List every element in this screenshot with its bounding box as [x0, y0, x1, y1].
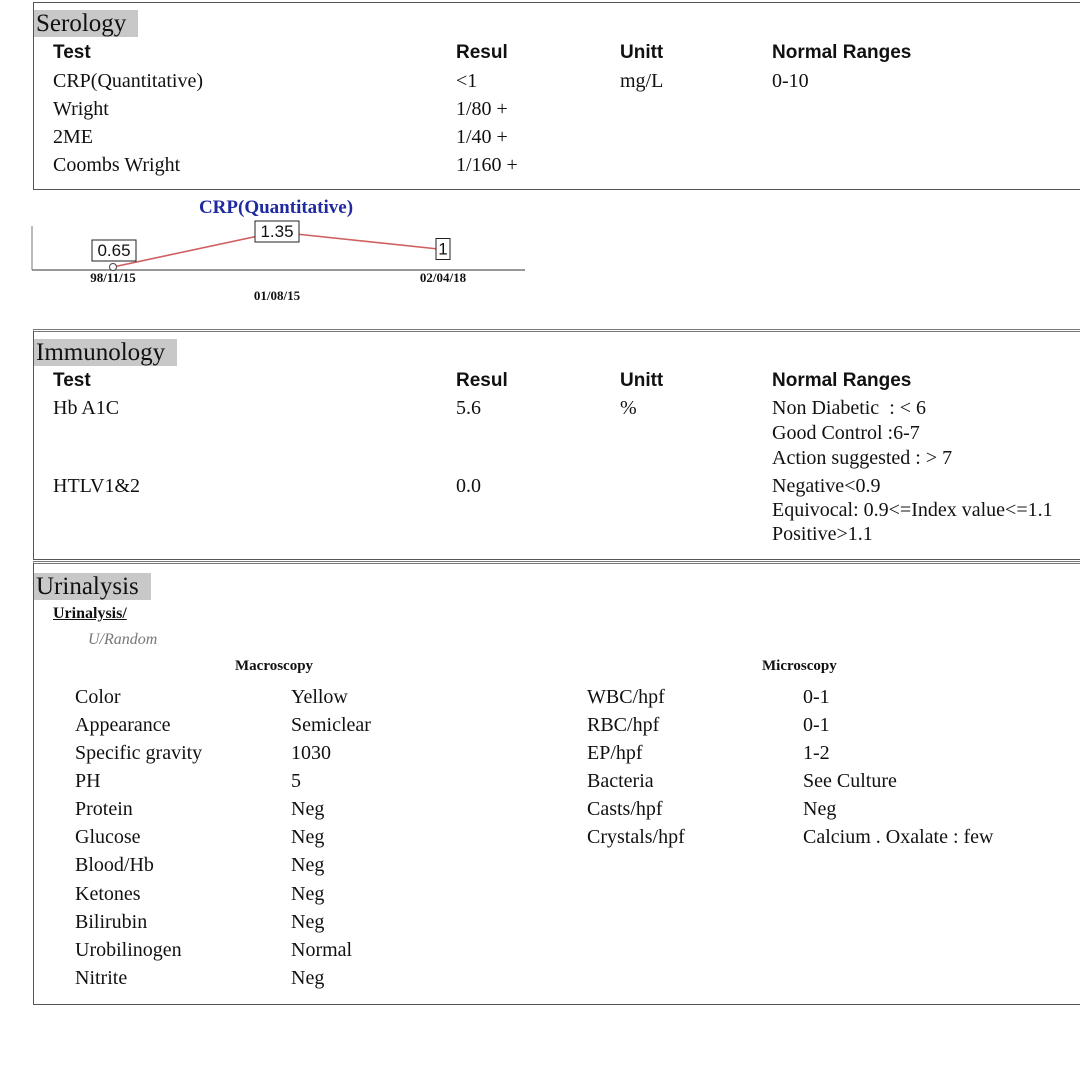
immunology-row-1-range-line-2: Good Control :6-7	[772, 422, 920, 444]
crp-chart	[0, 192, 540, 310]
macro-value-color: Yellow	[291, 686, 348, 708]
immunology-header-test: Test	[53, 370, 91, 391]
immunology-row-2-result: 0.0	[456, 475, 481, 497]
macro-name-ph: PH	[75, 770, 101, 792]
immunology-row-2-range-line-2: Equivocal: 0.9<=Index value<=1.1	[772, 499, 1053, 521]
macro-name-glucose: Glucose	[75, 826, 141, 848]
macro-name-bilirubin: Bilirubin	[75, 911, 148, 933]
macro-value-ph: 5	[291, 770, 301, 792]
immunology-row-1-unit: %	[620, 397, 637, 419]
serology-row-1-test: CRP(Quantitative)	[53, 70, 203, 92]
serology-row-2-result: 1/80 +	[456, 98, 508, 120]
immunology-row-1-result: 5.6	[456, 397, 481, 419]
serology-header-result: Resul	[456, 42, 508, 63]
macro-name-nitrite: Nitrite	[75, 967, 128, 989]
serology-row-4-test: Coombs Wright	[53, 154, 181, 176]
macro-value-specific-gravity: 1030	[291, 742, 331, 764]
macro-value-appearance: Semiclear	[291, 714, 371, 736]
urinalysis-subtitle: Urinalysis/	[53, 605, 127, 622]
macro-value-glucose: Neg	[291, 826, 325, 848]
immunology-header-range: Normal Ranges	[772, 370, 912, 391]
serology-header-range: Normal Ranges	[772, 42, 912, 63]
immunology-title: Immunology	[34, 339, 177, 366]
urinalysis-title: Urinalysis	[34, 573, 151, 600]
crp-value-label-2: 1.35	[260, 222, 294, 241]
immunology-row-2-range-line-1: Negative<0.9	[772, 475, 881, 497]
serology-row-4-result: 1/160 +	[456, 154, 518, 176]
macro-value-nitrite: Neg	[291, 967, 325, 989]
macro-name-ketones: Ketones	[75, 883, 141, 905]
micro-value-rbc: 0-1	[803, 714, 830, 736]
serology-header-test: Test	[53, 42, 91, 63]
micro-value-ep: 1-2	[803, 742, 830, 764]
immunology-row-1-range-line-1: Non Diabetic : < 6	[772, 397, 927, 419]
serology-row-1-result: <1	[456, 70, 478, 92]
crp-value-label-1: 0.65	[97, 241, 131, 260]
macroscopy-title: Macroscopy	[235, 658, 314, 674]
serology-header-unit: Unitt	[620, 42, 664, 63]
immunology-panel	[33, 329, 1080, 560]
immunology-header-unit: Unitt	[620, 370, 664, 391]
micro-value-wbc: 0-1	[803, 686, 830, 708]
macro-value-bilirubin: Neg	[291, 911, 325, 933]
microscopy-title: Microscopy	[762, 658, 837, 674]
chart-title: CRP(Quantitative)	[198, 197, 354, 218]
micro-value-casts: Neg	[803, 798, 837, 820]
micro-name-wbc: WBC/hpf	[587, 686, 665, 708]
immunology-header-result: Resul	[456, 370, 508, 391]
micro-name-ep: EP/hpf	[587, 742, 643, 764]
macro-value-blood-hb: Neg	[291, 854, 325, 876]
macro-name-protein: Protein	[75, 798, 133, 820]
immunology-row-1-test: Hb A1C	[53, 397, 120, 419]
micro-name-casts: Casts/hpf	[587, 798, 663, 820]
serology-row-1-range: 0-10	[772, 70, 809, 92]
crp-date-label-1: 98/11/15	[90, 270, 136, 285]
micro-name-bacteria: Bacteria	[587, 770, 654, 792]
immunology-row-2-test: HTLV1&2	[53, 475, 141, 497]
crp-date-label-2: 01/08/15	[253, 288, 301, 303]
crp-value-label-3: 1	[438, 239, 448, 259]
serology-row-3-test: 2ME	[53, 126, 93, 148]
serology-row-1-unit: mg/L	[620, 70, 664, 92]
serology-panel	[33, 2, 1080, 190]
macro-value-protein: Neg	[291, 798, 325, 820]
urinalysis-panel	[33, 561, 1080, 1005]
macro-value-urobilinogen: Normal	[291, 939, 353, 961]
macro-name-specific-gravity: Specific gravity	[75, 742, 203, 764]
macro-name-blood-hb: Blood/Hb	[75, 854, 154, 876]
macro-value-ketones: Neg	[291, 883, 325, 905]
urinalysis-specimen: U/Random	[88, 631, 158, 648]
micro-name-crystals: Crystals/hpf	[587, 826, 685, 848]
serology-row-3-result: 1/40 +	[456, 126, 508, 148]
serology-row-2-test: Wright	[53, 98, 109, 120]
immunology-row-2-range-line-3: Positive>1.1	[772, 523, 873, 545]
micro-value-bacteria: See Culture	[803, 770, 897, 792]
serology-title: Serology	[34, 10, 138, 37]
macro-name-color: Color	[75, 686, 121, 708]
immunology-row-1-range-line-3: Action suggested : > 7	[772, 447, 953, 469]
micro-value-crystals: Calcium . Oxalate : few	[803, 826, 994, 848]
micro-name-rbc: RBC/hpf	[587, 714, 660, 736]
crp-date-label-3: 02/04/18	[419, 270, 467, 285]
macro-name-appearance: Appearance	[75, 714, 171, 736]
macro-name-urobilinogen: Urobilinogen	[75, 939, 182, 961]
